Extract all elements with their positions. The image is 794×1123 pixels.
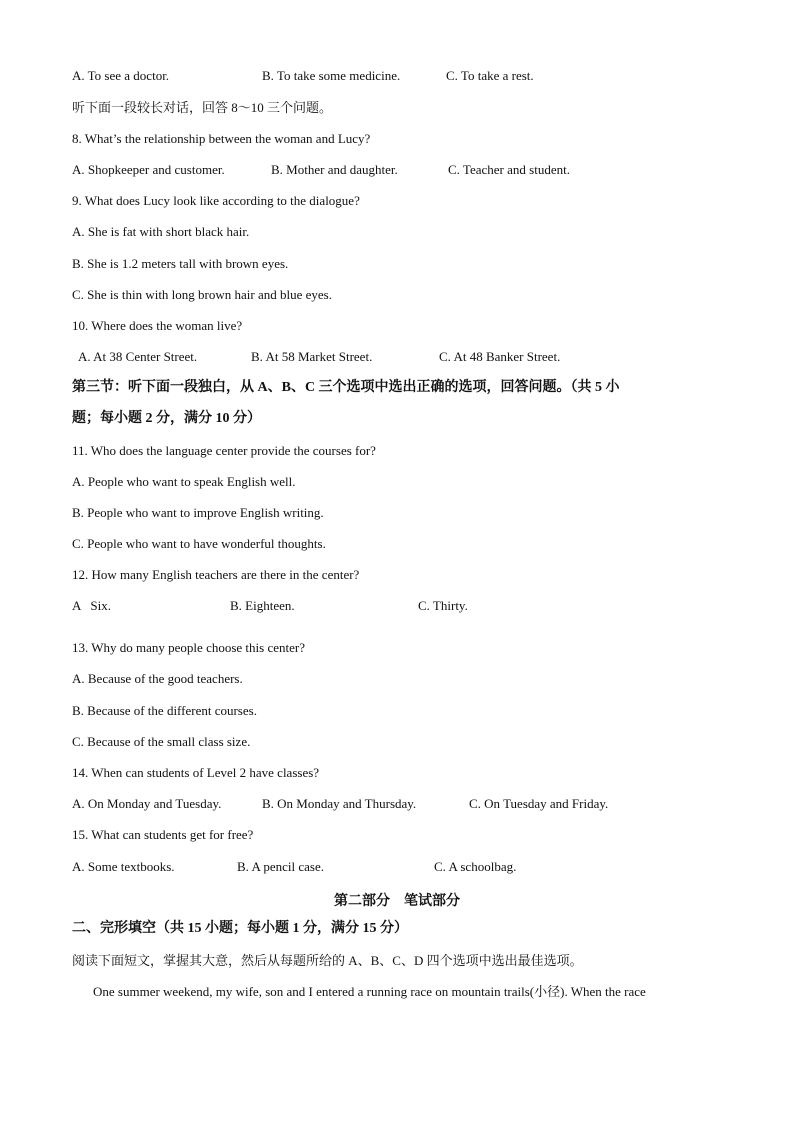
q11-option-c: C. People who want to have wonderful thoughts. (72, 536, 326, 551)
q10-option-c: C. At 48 Banker Street. (439, 349, 561, 364)
q8-option-c: C. Teacher and student. (448, 162, 570, 177)
q8-option-a: A. Shopkeeper and customer. (72, 162, 225, 177)
q15-stem: 15. What can students get for free? (72, 827, 254, 842)
q9-option-a: A. She is fat with short black hair. (72, 224, 250, 239)
q9-stem: 9. What does Lucy look like according to the dialogue? (72, 193, 360, 208)
q13-option-c: C. Because of the small class size. (72, 734, 251, 749)
cloze-heading: 二、完形填空（共 15 小题；每小题 1 分，满分 15 分） (72, 921, 408, 936)
q14-option-c: C. On Tuesday and Friday. (469, 796, 609, 811)
q11-option-a: A. People who want to speak English well. (72, 474, 296, 489)
q11-option-b: B. People who want to improve English writing. (72, 505, 324, 520)
q13-option-a: A. Because of the good teachers. (72, 671, 243, 686)
cloze-instruction: 阅读下面短文，掌握其大意，然后从每题所给的 A、B、C、D 四个选项中选出最佳选项。 (72, 953, 583, 968)
q13-option-b: B. Because of the different courses. (72, 703, 257, 718)
q12-option-c: C. Thirty. (418, 598, 468, 613)
q10-stem: 10. Where does the woman live? (72, 318, 243, 333)
section3-heading-line1: 第三节：听下面一段独白，从 A、B、C 三个选项中选出正确的选项，回答问题。（共 5 小 (72, 380, 620, 395)
part2-heading-left: 第二部分 (334, 894, 390, 909)
q9-option-b: B. She is 1.2 meters tall with brown eyes. (72, 256, 289, 271)
part2-heading-right: 笔试部分 (404, 894, 460, 909)
q12-option-b: B. Eighteen. (230, 598, 295, 613)
dialog-instruction: 听下面一段较长对话，回答 8～10 三个问题。 (72, 100, 333, 115)
q10-option-a: A. At 38 Center Street. (78, 349, 198, 364)
q7-option-a: A. To see a doctor. (72, 68, 170, 83)
q14-stem: 14. When can students of Level 2 have classes? (72, 765, 320, 780)
q8-option-b: B. Mother and daughter. (271, 162, 398, 177)
q7-option-c: C. To take a rest. (446, 68, 534, 83)
q14-option-a: A. On Monday and Tuesday. (72, 796, 222, 811)
q15-option-c: C. A schoolbag. (434, 859, 517, 874)
q14-option-b: B. On Monday and Thursday. (262, 796, 417, 811)
q12-stem: 12. How many English teachers are there in the center? (72, 567, 360, 582)
q12-option-a: A Six. (72, 598, 112, 613)
q9-option-c: C. She is thin with long brown hair and blue eyes. (72, 287, 332, 302)
q15-option-a: A. Some textbooks. (72, 859, 175, 874)
q13-stem: 13. Why do many people choose this center? (72, 640, 305, 655)
q15-option-b: B. A pencil case. (237, 859, 325, 874)
cloze-passage-start: One summer weekend, my wife, son and I entered a running race on mountain trails(小径). When the race (93, 984, 646, 999)
q7-option-b: B. To take some medicine. (262, 68, 401, 83)
q10-option-b: B. At 58 Market Street. (251, 349, 373, 364)
part2-heading (0, 890, 794, 910)
q8-stem: 8. What’s the relationship between the woman and Lucy? (72, 131, 371, 146)
section3-heading-line2: 题；每小题 2 分，满分 10 分） (72, 411, 261, 426)
q11-stem: 11. Who does the language center provide the courses for? (72, 443, 376, 458)
